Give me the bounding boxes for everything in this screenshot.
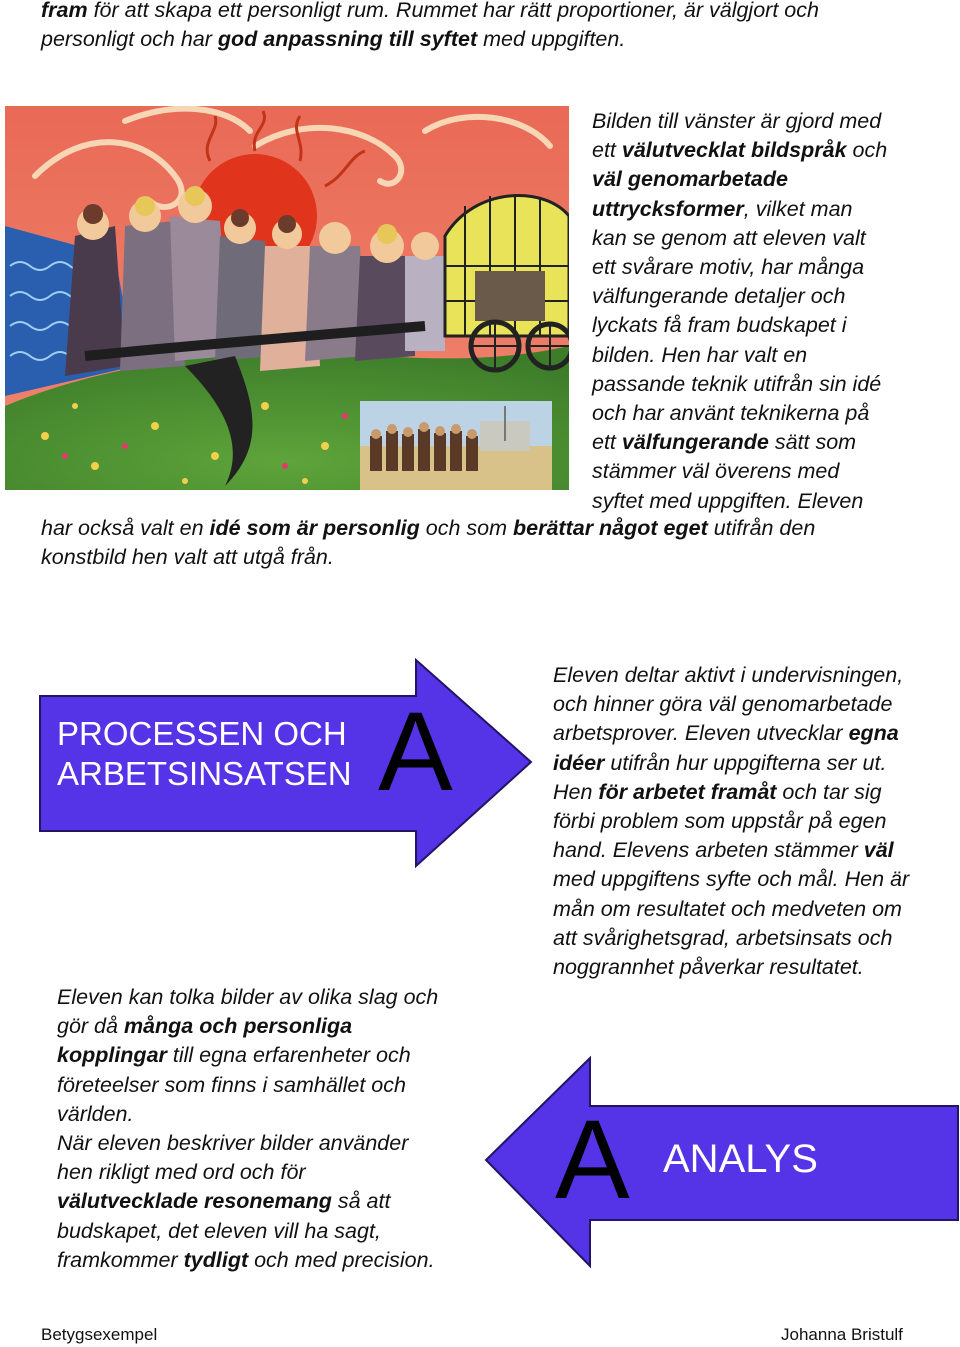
text-run: passande teknik utifrån sin idé — [592, 371, 882, 396]
process-description — [553, 661, 953, 982]
text-run: till egna erfarenheter och — [166, 1043, 411, 1068]
text-run: och hinner göra väl genomarbetade — [553, 692, 893, 717]
text-line — [553, 690, 953, 719]
text-line — [57, 1071, 487, 1100]
text-run: konstbild hen valt att utgå från. — [41, 545, 334, 570]
text-line — [553, 719, 953, 748]
analysis-grade: A — [555, 1097, 630, 1222]
text-run: framkommer — [57, 1247, 184, 1272]
analysis-arrow-label: ANALYS — [663, 1137, 818, 1181]
text-run: och tar sig — [776, 779, 882, 804]
text-run: stämmer väl överens med — [592, 459, 840, 484]
text-line — [592, 282, 952, 311]
emphasis-text: välutvecklade resonemang — [57, 1189, 332, 1214]
text-line — [553, 865, 953, 894]
text-line — [57, 1187, 487, 1216]
text-line — [57, 1158, 487, 1187]
text-run: budskapet, det eleven vill ha sagt, — [57, 1218, 381, 1243]
text-run: för att skapa ett personligt rum. Rummet har rätt proportioner, är välgjort och — [87, 0, 819, 22]
text-run: Hen — [553, 779, 599, 804]
text-run: med uppgiften. — [477, 27, 626, 52]
text-line — [553, 836, 953, 865]
emphasis-text: idé som är personlig — [209, 516, 420, 540]
text-line — [592, 107, 952, 136]
text-run: syftet med uppgiften. Eleven — [592, 488, 864, 513]
text-line — [41, 543, 941, 572]
emphasis-text: många och personliga — [123, 1014, 353, 1039]
text-line — [553, 807, 953, 836]
emphasis-text: egna — [848, 721, 899, 746]
reference-painting — [360, 401, 552, 490]
emphasis-text: fram — [41, 0, 88, 22]
text-run: hen rikligt med ord och för — [57, 1160, 306, 1185]
text-line — [57, 983, 487, 1012]
text-line — [592, 428, 952, 457]
text-run: utifrån den — [707, 516, 816, 540]
text-run: gör då — [57, 1014, 124, 1039]
text-line — [553, 778, 953, 807]
text-run: hand. Elevens arbeten stämmer — [553, 838, 864, 863]
text-line — [57, 1012, 487, 1041]
intro-line — [41, 0, 941, 25]
text-run: och med precision. — [248, 1247, 435, 1272]
text-run: Bilden till vänster är gjord med — [592, 109, 882, 133]
text-run: företeelser som finns i samhället och — [57, 1072, 406, 1097]
text-run: välfungerande detaljer och — [592, 284, 846, 309]
text-run: När eleven beskriver bilder använder — [57, 1131, 409, 1156]
text-line — [553, 749, 953, 778]
text-line — [57, 1041, 487, 1070]
text-line — [41, 514, 941, 543]
emphasis-text: kopplingar — [57, 1043, 167, 1068]
text-run: mån om resultatet och medveten om — [553, 896, 902, 921]
emphasis-text: välutvecklat bildspråk — [621, 138, 847, 163]
text-line — [592, 224, 952, 253]
painting-description-continued — [41, 514, 941, 572]
text-line — [592, 165, 952, 194]
emphasis-text: uttrycksformer — [592, 196, 744, 221]
emphasis-text: tydligt — [183, 1247, 249, 1272]
text-line — [553, 924, 953, 953]
text-run: lyckats få fram budskapet i — [592, 313, 847, 338]
text-line — [553, 895, 953, 924]
emphasis-text: god anpassning till syftet — [217, 27, 478, 52]
text-run: kan se genom att eleven valt — [592, 225, 866, 250]
emphasis-text: berättar något eget — [513, 516, 708, 540]
emphasis-text: idéer — [553, 750, 605, 775]
text-run: att svårighetsgrad, arbetsinsats och — [553, 925, 893, 950]
text-run: och som — [419, 516, 513, 540]
emphasis-text: välfungerande — [621, 430, 769, 455]
text-line — [553, 953, 953, 982]
emphasis-text: väl genomarbetade — [592, 167, 788, 192]
painting-description — [592, 107, 952, 516]
text-run: bilden. Hen har valt en — [592, 342, 808, 367]
analysis-description — [57, 983, 487, 1275]
footer-right: Johanna Bristulf — [781, 1325, 903, 1344]
process-label-line1: PROCESSEN OCH — [57, 715, 347, 752]
text-run: , vilket man — [743, 196, 853, 221]
text-run: och har använt teknikerna på — [592, 401, 870, 426]
intro-text — [41, 0, 941, 54]
process-grade: A — [378, 689, 453, 814]
text-run: Eleven kan tolka bilder av olika slag och — [57, 985, 439, 1009]
text-run: personligt och har — [41, 27, 218, 52]
text-line — [592, 487, 952, 516]
text-line — [553, 661, 953, 690]
text-line — [592, 136, 952, 165]
text-run: så att — [331, 1189, 391, 1214]
text-line — [57, 1246, 487, 1275]
text-run: förbi problem som uppstår på egen — [553, 809, 887, 834]
text-line — [57, 1100, 487, 1129]
text-line — [592, 399, 952, 428]
text-run: världen. — [57, 1101, 134, 1126]
text-run: noggrannhet påverkar resultatet. — [553, 955, 864, 980]
intro-line — [41, 25, 941, 54]
text-line — [57, 1217, 487, 1246]
text-line — [592, 370, 952, 399]
text-run: och — [846, 138, 888, 163]
text-line — [592, 195, 952, 224]
text-line — [57, 1129, 487, 1158]
footer-left: Betygsexempel — [41, 1325, 158, 1344]
text-run: Eleven deltar aktivt i undervisningen, — [553, 663, 904, 687]
text-line — [592, 341, 952, 370]
text-run: med uppgiftens syfte och mål. Hen är — [553, 867, 910, 892]
emphasis-text: väl — [863, 838, 894, 863]
text-run: arbetsprover. Eleven utvecklar — [553, 721, 849, 746]
process-arrow-label — [57, 714, 377, 794]
text-line — [592, 311, 952, 340]
text-run: utifrån hur uppgifterna ser ut. — [604, 750, 887, 775]
text-run: sätt som — [768, 430, 857, 455]
text-run: har också valt en — [41, 516, 210, 540]
process-label-line2: ARBETSINSATSEN — [57, 755, 352, 792]
text-run: ett svårare motiv, har många — [592, 255, 865, 280]
text-run: ett — [592, 430, 622, 455]
text-line — [592, 457, 952, 486]
text-run: ett — [592, 138, 622, 163]
text-line — [592, 253, 952, 282]
emphasis-text: för arbetet framåt — [598, 779, 777, 804]
